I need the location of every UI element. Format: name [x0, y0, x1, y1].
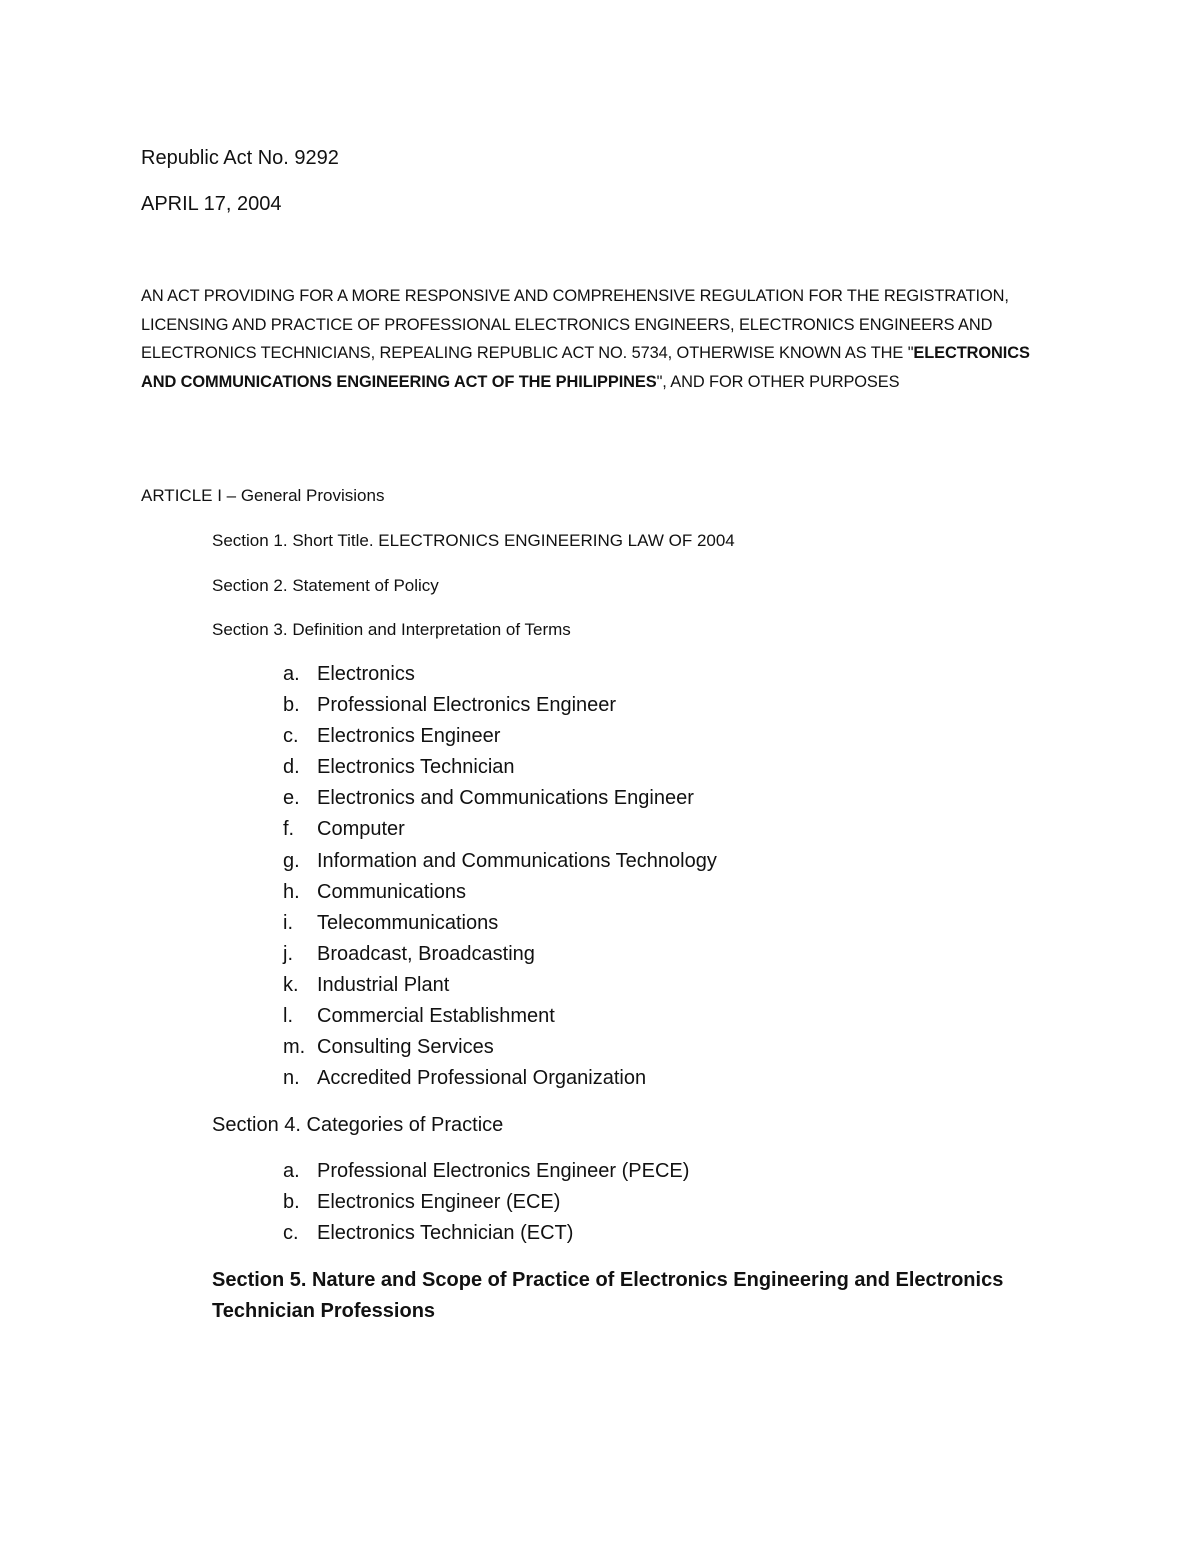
- section-5-heading: [212, 1265, 1032, 1327]
- list-item-text: Electronics Technician: [317, 756, 515, 779]
- list-item-text: Telecommunications: [317, 911, 499, 934]
- list-marker: f.: [283, 818, 295, 841]
- list-item-text: Electronics Engineer: [317, 725, 501, 748]
- section-2-heading: Section 2. Statement of Policy: [212, 576, 439, 595]
- list-marker: c.: [283, 1222, 299, 1245]
- list-item-text: Professional Electronics Engineer (PECE): [317, 1160, 690, 1182]
- list-marker: l.: [283, 1005, 293, 1028]
- list-item-text: Electronics: [317, 663, 415, 685]
- list-marker: e.: [283, 787, 300, 810]
- section-5-line-1: Section 5. Nature and Scope of Practice of Electronics Engineering and Electronics: [212, 1269, 1004, 1291]
- list-item-text: Electronics Technician (ECT): [317, 1222, 574, 1245]
- list-marker: a.: [283, 1160, 300, 1182]
- list-marker: i.: [283, 911, 293, 934]
- list-item-text: Industrial Plant: [317, 973, 450, 996]
- list-item-text: Accredited Professional Organization: [317, 1067, 647, 1090]
- list-item-text: Information and Communications Technology: [317, 849, 717, 872]
- list-item-text: Consulting Services: [317, 1036, 494, 1059]
- article-heading: ARTICLE I – General Provisions: [141, 486, 385, 505]
- list-marker: n.: [283, 1067, 300, 1090]
- list-item-text: Professional Electronics Engineer: [317, 694, 617, 717]
- list-item-text: Electronics and Communications Engineer: [317, 787, 694, 810]
- list-item-text: Electronics Engineer (ECE): [317, 1191, 561, 1214]
- list-marker: k.: [283, 973, 299, 996]
- act-title-bold: ELECTRONICS AND COMMUNICATIONS ENGINEERING ACT OF THE PHILIPPINES: [141, 344, 1030, 392]
- section-5-line-2: Technician Professions: [212, 1300, 436, 1322]
- act-title-prefix: AN ACT PROVIDING FOR A MORE RESPONSIVE AND COMPREHENSIVE REGULATION FOR THE REGISTRATION, LICENSING AND PRACTICE OF PROFESSIONAL ELECTRONICS ENGINEERS, ELECTRONICS ENGINEERS AND ELECTRONICS TECHNICIANS, REPEALING REPUBLIC ACT NO. 5734, OTHERWISE KNOWN AS THE ": [141, 287, 1009, 363]
- list-marker: a.: [283, 663, 300, 685]
- document-title: Republic Act No. 9292: [141, 147, 339, 169]
- act-title-suffix: ", AND FOR OTHER PURPOSES: [656, 373, 900, 392]
- list-marker: d.: [283, 756, 300, 779]
- list-marker: c.: [283, 725, 299, 748]
- list-item-text: Computer: [317, 818, 405, 841]
- list-item-text: Communications: [317, 880, 466, 903]
- list-marker: h.: [283, 880, 300, 903]
- list-item-text: Commercial Establishment: [317, 1005, 555, 1028]
- section-1-heading: Section 1. Short Title. ELECTRONICS ENGINEERING LAW OF 2004: [212, 531, 735, 550]
- list-marker: b.: [283, 1191, 300, 1214]
- list-marker: b.: [283, 694, 300, 717]
- list-marker: g.: [283, 849, 300, 872]
- section-4-heading: Section 4. Categories of Practice: [212, 1114, 504, 1136]
- document-date: APRIL 17, 2004: [141, 193, 282, 215]
- list-marker: m.: [283, 1036, 306, 1059]
- act-title: [141, 282, 1061, 397]
- section-3-heading: Section 3. Definition and Interpretation of Terms: [212, 620, 571, 639]
- list-marker: j.: [283, 942, 293, 965]
- list-item-text: Broadcast, Broadcasting: [317, 942, 535, 965]
